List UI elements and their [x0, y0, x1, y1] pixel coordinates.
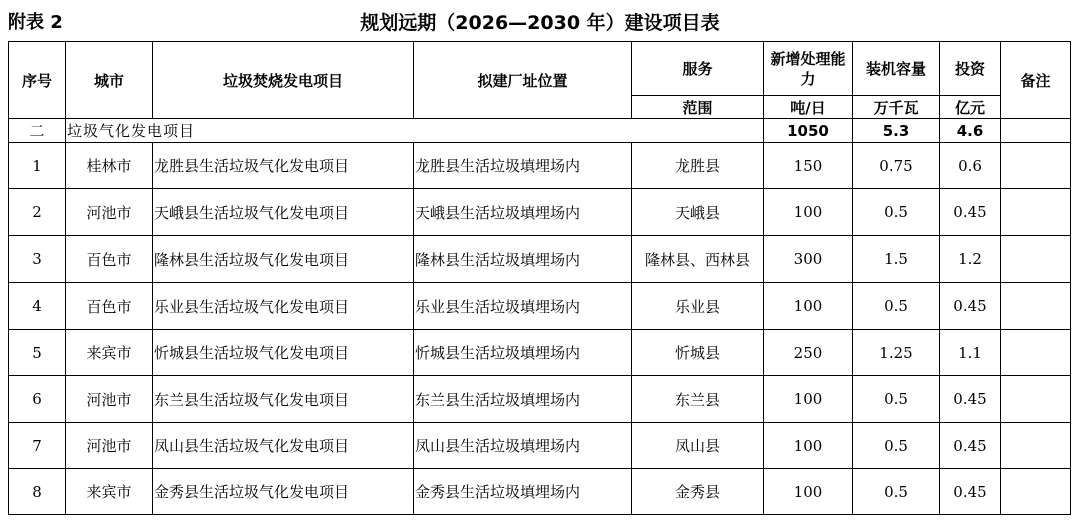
cell-project: 天峨县生活垃圾气化发电项目 — [153, 189, 414, 236]
section-invest: 4.6 — [940, 119, 1001, 143]
cell-capacity: 100 — [764, 189, 853, 236]
table-row — [9, 283, 1071, 330]
cell-capacity: 100 — [764, 469, 853, 515]
cell-seq: 3 — [9, 236, 66, 283]
cell-project: 龙胜县生活垃圾气化发电项目 — [153, 143, 414, 189]
cell-capacity: 100 — [764, 283, 853, 330]
table-row — [9, 469, 1071, 515]
cell-power: 0.5 — [853, 189, 940, 236]
cell-invest: 0.45 — [940, 283, 1001, 330]
table-row — [9, 376, 1071, 423]
cell-project: 金秀县生活垃圾气化发电项目 — [153, 469, 414, 515]
data-rows — [9, 143, 1071, 515]
cell-project: 乐业县生活垃圾气化发电项目 — [153, 283, 414, 330]
col-header-capacity-unit: 吨/日 — [764, 96, 853, 119]
table-row — [9, 143, 1071, 189]
col-header-power-top: 装机容量 — [853, 42, 940, 96]
cell-remark — [1001, 330, 1071, 376]
cell-invest: 0.6 — [940, 143, 1001, 189]
cell-city: 河池市 — [66, 423, 153, 469]
col-header-project: 垃圾焚烧发电项目 — [153, 42, 414, 119]
col-header-remark: 备注 — [1001, 42, 1071, 119]
col-header-seq: 序号 — [9, 42, 66, 119]
cell-service: 东兰县 — [632, 376, 764, 423]
col-header-power-unit: 万千瓦 — [853, 96, 940, 119]
cell-capacity: 100 — [764, 376, 853, 423]
cell-invest: 1.1 — [940, 330, 1001, 376]
section-name: 垃圾气化发电项目 — [66, 119, 764, 143]
cell-capacity: 100 — [764, 423, 853, 469]
cell-capacity: 300 — [764, 236, 853, 283]
section-power: 5.3 — [853, 119, 940, 143]
document-header — [0, 0, 1080, 40]
cell-power: 0.75 — [853, 143, 940, 189]
table-row — [9, 236, 1071, 283]
cell-invest: 0.45 — [940, 376, 1001, 423]
section-row — [9, 119, 1071, 143]
col-header-service-bottom: 范围 — [632, 96, 764, 119]
project-table — [8, 41, 1071, 515]
cell-project: 凤山县生活垃圾气化发电项目 — [153, 423, 414, 469]
cell-seq: 4 — [9, 283, 66, 330]
cell-city: 桂林市 — [66, 143, 153, 189]
cell-invest: 0.45 — [940, 423, 1001, 469]
table-title: 规划远期（2026—2030 年）建设项目表 — [360, 12, 720, 34]
col-header-invest-top: 投资 — [940, 42, 1001, 96]
cell-service: 凤山县 — [632, 423, 764, 469]
table-row — [9, 189, 1071, 236]
cell-city: 来宾市 — [66, 469, 153, 515]
cell-seq: 8 — [9, 469, 66, 515]
cell-power: 0.5 — [853, 469, 940, 515]
cell-remark — [1001, 236, 1071, 283]
cell-site: 隆林县生活垃圾填埋场内 — [414, 236, 632, 283]
col-header-invest-unit: 亿元 — [940, 96, 1001, 119]
cell-remark — [1001, 469, 1071, 515]
cell-remark — [1001, 423, 1071, 469]
cell-city: 百色市 — [66, 236, 153, 283]
table-row — [9, 330, 1071, 376]
cell-seq: 1 — [9, 143, 66, 189]
cell-site: 天峨县生活垃圾填埋场内 — [414, 189, 632, 236]
col-header-site: 拟建厂址位置 — [414, 42, 632, 119]
cell-remark — [1001, 376, 1071, 423]
cell-city: 河池市 — [66, 376, 153, 423]
cell-project: 东兰县生活垃圾气化发电项目 — [153, 376, 414, 423]
cell-seq: 5 — [9, 330, 66, 376]
cell-city: 来宾市 — [66, 330, 153, 376]
cell-invest: 0.45 — [940, 189, 1001, 236]
cell-seq: 2 — [9, 189, 66, 236]
cell-service: 隆林县、西林县 — [632, 236, 764, 283]
cell-service: 乐业县 — [632, 283, 764, 330]
cell-site: 忻城县生活垃圾填埋场内 — [414, 330, 632, 376]
cell-site: 乐业县生活垃圾填埋场内 — [414, 283, 632, 330]
cell-remark — [1001, 189, 1071, 236]
cell-remark — [1001, 283, 1071, 330]
cell-project: 隆林县生活垃圾气化发电项目 — [153, 236, 414, 283]
col-header-service-top: 服务 — [632, 42, 764, 96]
cell-power: 1.5 — [853, 236, 940, 283]
cell-seq: 6 — [9, 376, 66, 423]
cell-power: 1.25 — [853, 330, 940, 376]
section-seq: 二 — [9, 119, 66, 143]
table-row — [9, 423, 1071, 469]
cell-site: 金秀县生活垃圾填埋场内 — [414, 469, 632, 515]
cell-capacity: 150 — [764, 143, 853, 189]
section-remark — [1001, 119, 1071, 143]
cell-city: 河池市 — [66, 189, 153, 236]
cell-service: 龙胜县 — [632, 143, 764, 189]
cell-site: 东兰县生活垃圾填埋场内 — [414, 376, 632, 423]
header-row-top — [9, 42, 1071, 96]
cell-power: 0.5 — [853, 376, 940, 423]
cell-service: 金秀县 — [632, 469, 764, 515]
cell-site: 龙胜县生活垃圾填埋场内 — [414, 143, 632, 189]
section-capacity: 1050 — [764, 119, 853, 143]
appendix-label: 附表 2 — [8, 12, 63, 33]
cell-site: 凤山县生活垃圾填埋场内 — [414, 423, 632, 469]
cell-project: 忻城县生活垃圾气化发电项目 — [153, 330, 414, 376]
cell-invest: 1.2 — [940, 236, 1001, 283]
cell-invest: 0.45 — [940, 469, 1001, 515]
cell-service: 忻城县 — [632, 330, 764, 376]
cell-power: 0.5 — [853, 423, 940, 469]
cell-city: 百色市 — [66, 283, 153, 330]
cell-service: 天峨县 — [632, 189, 764, 236]
cell-seq: 7 — [9, 423, 66, 469]
cell-power: 0.5 — [853, 283, 940, 330]
col-header-capacity-top: 新增处理能力 — [764, 42, 853, 96]
cell-capacity: 250 — [764, 330, 853, 376]
cell-remark — [1001, 143, 1071, 189]
col-header-city: 城市 — [66, 42, 153, 119]
